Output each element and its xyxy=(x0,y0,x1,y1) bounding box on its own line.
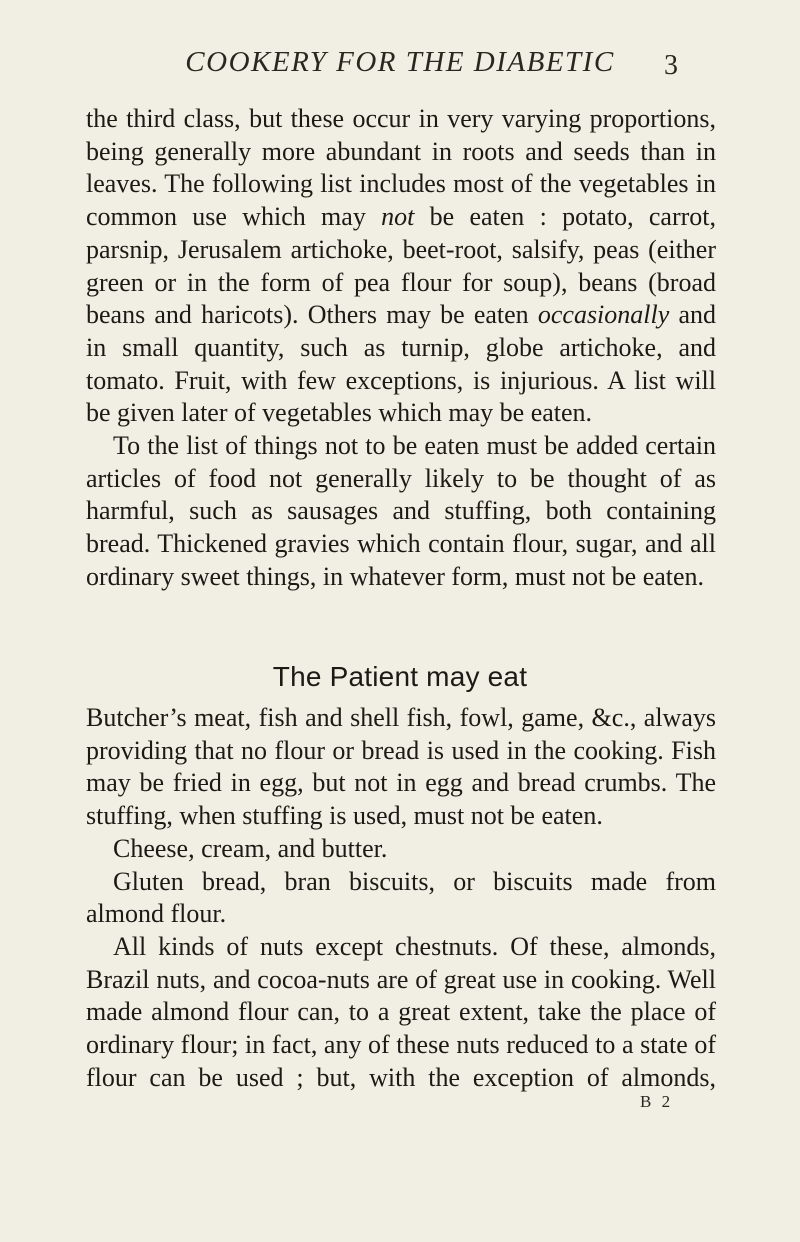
section-heading: The Patient may eat xyxy=(272,661,528,692)
page-header xyxy=(0,46,800,86)
page-number: 3 xyxy=(664,50,678,81)
signature-mark: B 2 xyxy=(640,1092,674,1111)
paragraph-not-eaten: To the list of things not to be eaten must be added certain articles of food not generally likely to be thought of as harmful, such as sausages and stuffing, both containing bread. Thickened gravies which contain flour, sugar, and all ordinary sweet things, in whatever form, must not be eaten. xyxy=(86,431,716,591)
paragraph-vegetables: the third class, but these occur in very varying proportions, being generally more abundant in roots and seeds than in leaves. The following list includes most of the vegetables in common use which may not be eaten : potato, carrot, parsnip, Jerusalem artichoke, beet-root, salsify, peas (either green or in the form of pea flour for soup), beans (broad beans and haricots). Others may be eaten occasionally and in small quantity, such as turnip, globe artichoke, and tomato. Fruit, with few exceptions, is injurious. A list will be given later of vegetables which may be eaten. xyxy=(86,104,716,428)
paragraph-gluten-bread: Gluten bread, bran biscuits, or biscuits made from almond flour. xyxy=(86,866,716,929)
paragraph-cheese: Cheese, cream, and butter. xyxy=(113,833,388,863)
emphasis-not: not xyxy=(381,202,415,232)
body-text-section-1 xyxy=(86,103,716,594)
paragraph-meat-fish: Butcher’s meat, fish and shell fish, fowl, game, &c., always providing that no flour or bread is used in the cooking. Fish may be fried in egg, but not in egg and bread crumbs. The stuffing, when stuffing is used, must not be eaten. xyxy=(86,703,716,831)
running-title: COOKERY FOR THE DIABETIC xyxy=(185,46,615,78)
body-text-section-2 xyxy=(86,702,716,1094)
paragraph-nuts: All kinds of nuts except chestnuts. Of these, almonds, Brazil nuts, and cocoa-nuts are of great use in cooking. Well made almond flour can, to a great extent, take the place of ordinary flour; in fact, any of these nuts reduced to a state of flour can be used ; but, with the exception of almonds, xyxy=(86,931,716,1092)
emphasis-occasionally: occasionally xyxy=(537,300,670,330)
